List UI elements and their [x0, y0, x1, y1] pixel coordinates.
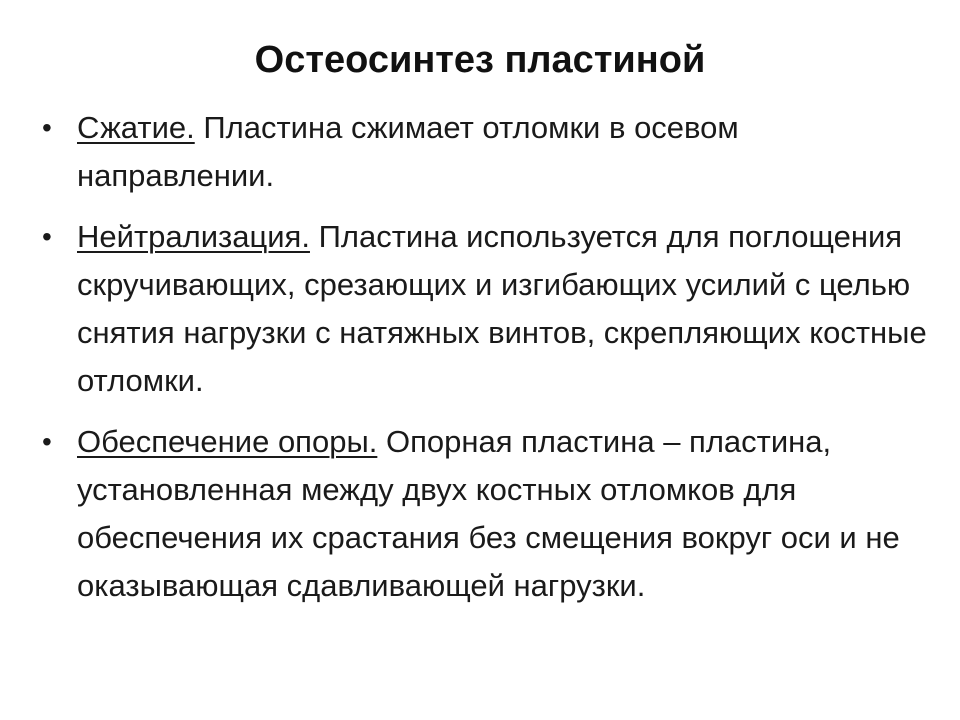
slide-title: Остеосинтез пластиной	[254, 39, 706, 81]
bullet-list	[40, 104, 940, 623]
bullet-icon: •	[42, 426, 52, 457]
bullet-text: Опорная пластина – пластина, установленная между двух костных отломков для обеспечения их срастания без смещения вокруг оси и не оказывающая сдавливающей нагрузки.	[77, 424, 900, 603]
bullet-term: Нейтрализация.	[77, 219, 310, 254]
bullet-term: Сжатие.	[77, 110, 195, 145]
bullet-term: Обеспечение опоры.	[77, 424, 378, 459]
bullet-text: Пластина сжимает отломки в осевом направлении.	[77, 110, 739, 193]
bullet-item-compression	[40, 104, 940, 200]
bullet-item-support	[40, 418, 940, 610]
bullet-icon: •	[42, 221, 52, 252]
bullet-item-neutralization	[40, 213, 940, 405]
bullet-text: Пластина используется для поглощения скручивающих, срезающих и изгибающих усилий с целью снятия нагрузки с натяжных винтов, скрепляющих костные отломки.	[77, 219, 927, 398]
bullet-icon: •	[42, 112, 52, 143]
